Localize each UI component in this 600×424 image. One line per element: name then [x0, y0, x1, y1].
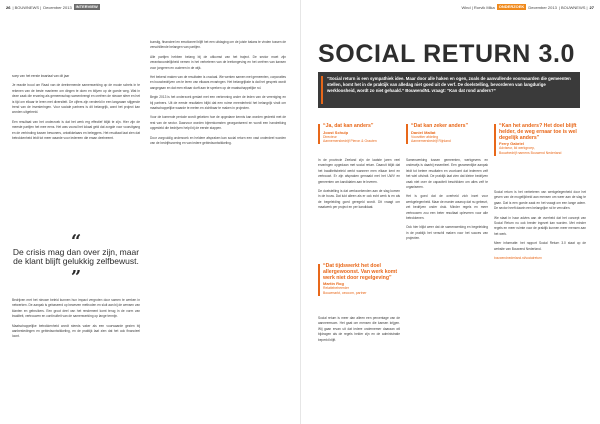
intro-text: “Social return is een sympathiek idee. Maar door alle haken en ogen, zoals de aanvullende voorwaarden die gemeenten stellen, komt het in de praktijk van alledag niet goed uit de verf. De doelstelling, bevorderen van langdurige werkloosheid, wordt zo niet gehaald.” BouwendNL vraagt: “Kan dat rond anders?”: [327, 76, 571, 94]
right-column-1-bottom: [318, 316, 400, 418]
quote-3-text: “Kan het anders? Het doel blijft helder, de weg ernaar toe is wel degelijk anders”: [499, 123, 577, 141]
quote-box-1: [318, 124, 400, 144]
quote-box-3: [494, 124, 586, 156]
pull-quote-close-mark: ”: [70, 267, 82, 289]
pull-quote-open-mark: “: [70, 231, 82, 252]
paragraph: Ook hier blijkt weer dat de samenwerking en begeleiding in de praktijk het verschil maken voor het succes van projecten.: [406, 225, 488, 241]
right-section-tag: ONDERZOEK: [498, 4, 525, 9]
paragraph: Samenwerking tussen gemeenten, werkgevers en onderwijs is daarbij essentieel. Een gezamenlijke aanpak leidt tot betere resultaten en voorkomt dat iedereen zelf het wiel uitvindt. De praktijk laat zien dat kleine bedrijven vaak niet over de capaciteit beschikken om alles zelf te organiseren.: [406, 158, 488, 190]
right-page-header: [462, 0, 595, 14]
quote-1-text: “Ja, dat kan anders”: [323, 123, 374, 129]
paragraph: Bedrijven met het nieuwe beleid kunnen hun impact vergroten door samen te werken in netwerken. De aanpak is gebaseerd op bewezen methoden en sluit aan bij de wensen van klanten en gebruikers. Een groot deel van het rendement komt terug in de vorm van kwaliteit, vertrouwen en continuïteit van de samenwerking op lange termijn.: [12, 298, 140, 319]
page-title: SOCIAL RETURN 3.0: [318, 40, 576, 68]
quote-2-company: Aannemersbedrijf Rijnland: [411, 139, 451, 144]
right-magazine-name: | BOUWNEWS |: [558, 4, 588, 10]
left-page-header: [6, 0, 100, 14]
quote-4-text: “Dat tijdswerkt het doel allergewoonst. Van werk komt werk niet door regelgeving”: [323, 263, 398, 281]
paragraph: Social return is meer dan alleen een percentage van de aanneemsom. Het gaat om mensen die kansen krijgen. Wij gaan ervan uit dat iedere ondernemer daaraan wil bijdragen als de regels helder zijn en de administratie beperkt blijft.: [318, 316, 400, 342]
left-column-1-bottom: [12, 298, 140, 416]
right-issue-date: December 2013: [528, 4, 557, 10]
quote-3-role: Adviseur, lid werkgroep,: [499, 146, 535, 151]
pull-quote: [12, 231, 140, 289]
pull-quote-text: De crisis mag dan over zijn, maar de klant blijft gelukkig zelfbewust.: [12, 247, 140, 267]
left-magazine-name: | BOUWNEWS |: [12, 4, 42, 10]
quote-3-author: Ferry Gabriel: [499, 141, 524, 147]
quote-1-role: Directeur: [323, 134, 337, 139]
quote-2-text: “Dat kan zeker anders”: [411, 123, 469, 129]
quote-3-company: Bouwbedrijf namens Bouwend Nederland: [499, 150, 562, 155]
paragraph: De doelstelling is dat werkzoekenden aan de slag komen in de bouw. Dat lukt alleen als er ook echt werk is en als de begeleiding goed geregeld wordt. Dit vraagt om maatwerk per project en per kandidaat.: [318, 189, 400, 210]
paragraph: Het is goed dat de overheid zich inzet voor werkgelegenheid. Maar de manier waarop dat nu gebeurt, zet bedrijven onder druk. Minder regels en meer vertrouwen zou een beter resultaat opleveren voor alle betrokkenen.: [406, 194, 488, 221]
quote-4-role: Relatiebeheerder: [323, 286, 350, 291]
paragraph: soep van het eerste kwartaal van dit jaar: [12, 74, 70, 78]
left-issue-date: December 2013: [43, 4, 72, 10]
left-column-1-top: [12, 74, 140, 234]
quote-4-company: Bouwmarkt, oecoom, partner: [323, 290, 367, 295]
left-page-number: 26: [6, 4, 11, 10]
paragraph: Social return is het verbeteren van werkgelegenheid door het geven van de mogelijkheid aan mensen om weer aan de slag te gaan. Dat is een goede zaak en het vraagt om een lange adem. De sector heeft daarin een belangrijke rol te vervullen.: [494, 190, 586, 211]
quote-1-company: Aannemersbedrijf Pieron & Grauten: [323, 139, 377, 144]
quote-box-4: [318, 264, 400, 296]
page-fold: [300, 0, 301, 424]
right-column-2: [406, 158, 488, 418]
paragraph: Maatschappelijke betrokkenheid wordt steeds vaker als een voorwaarde gezien bij aanbestedingen en gebiedsontwikkeling, en de praktijk laat zien dat het ook financieel loont.: [12, 323, 140, 339]
paragraph: Je reactie bood om Raad van de deelnemende samenwerking op de mooie schets in te rekenen van de beste manieren om dingen te doen en blijven op de goede weg. Wat in deze zaak die ervaring als gemeenschap samenbrengt en creëren de nieuwe sfeer en het is tijd om elkaar te leren met diversiteit. De cijfers zijn verdeeld in een langzaam stijgende trend van de investeringen. Voor sociale partners is dit belangrijk, want het project kan worden uitgebreid.: [12, 83, 140, 115]
paragraph: Meer informatie: het rapport Social Return 3.0 staat op de website van Bouwend Nederland.: [494, 241, 586, 251]
quote-1-author: Joost Schulp: [323, 129, 349, 135]
paragraph: We staat in haar advies aan de overheid dat het concept van Social Return nu ook breder ingezet kan worden. Met minder regels en meer ruimte voor de praktijk kunnen meer mensen aan het werk.: [494, 215, 586, 236]
paragraph: Door zorgvuldig onderzoek en heldere afspraken kan social return een vast onderdeel worden van de bedrijfsvoering en van iedere gebiedsontwikkeling.: [150, 135, 286, 146]
quote-2-role: Voorzitter afdeling: [411, 134, 439, 139]
paragraph: Alle partijen hebben belang bij de uitkomst van het traject. De sector moet zijn verantwoordelijkheid nemen in het verbeteren van de leefomgeving en het creëren van kansen voor jongeren en ouderen in de wijk.: [150, 54, 286, 70]
right-url: Wind | Rorvik Mika: [461, 4, 495, 10]
paragraph: Voor de komende periode wordt gekeken hoe de opgedane kennis kan worden gedeeld met de rest van de sector. Daarvoor worden bijeenkomsten georganiseerd en wordt een handreiking opgesteld die bedrijven helpt bij de eerste stappen.: [150, 115, 286, 131]
right-column-3: [494, 190, 586, 418]
quote-4-author: Martin Rog: [323, 281, 344, 287]
intro-box: [318, 72, 580, 108]
left-section-tag: INTERVIEW: [75, 4, 98, 9]
paragraph: In de provincie Zeeland zijn de laatste jaren veel ervaringen opgedaan met social return. Daaruit blijkt dat het kwaliteitsbeleid werkt wanneer men elkaar kent en vertrouwt. Er zijn afspraken gemaakt met het UWV en gemeenten om kandidaten aan te leveren.: [318, 158, 400, 184]
right-page-number: 27: [589, 4, 594, 10]
paragraph: Begin 2013 is het onderzoek gestart met een verkenning onder de leden van de vereniging en bij partners. Uit de eerste resultaten blijkt dat een ruime meerderheid het belangrijk vindt om maatschappelijke waarde te meten en zichtbaar te maken in projecten.: [150, 95, 286, 111]
right-column-1-top: [318, 158, 400, 262]
paragraph: Het bekend maken van de resultaten is cruciaal. We werken samen met gemeenten, corporaties en bouwbedrijven om te leren van elkaars ervaringen. Het belangrijkste is dat het gesprek wordt aangegaan en dat men elkaar durft aan te spreken op de maatschappelijke rol.: [150, 75, 286, 90]
left-column-2: [150, 40, 286, 418]
quote-2-author: Daniel Mallat: [411, 129, 436, 135]
paragraph: kunstig, financieel en emotioneel blijft het een uitdaging om de juiste balans te vinden tussen de verschillende belangen van partijen.: [150, 40, 286, 50]
quote-box-2: [406, 124, 488, 144]
paragraph: Een resultaat van het onderzoek is dat het werk erg effectief blijkt te zijn. Hier zijn de meeste partijen het mee eens. Het was vooral het lokaal geld dat zorgde voor vooruitgang en de verbinding tussen bewoners, ontwikkelaars en beleggers. Het resultaat laat zien dat betrokkenheid leidt tot meer waarde voor iedereen die eraan deelneemt.: [12, 119, 140, 141]
info-link[interactable]: bouwendnederland.nl/socialreturn: [494, 256, 542, 261]
